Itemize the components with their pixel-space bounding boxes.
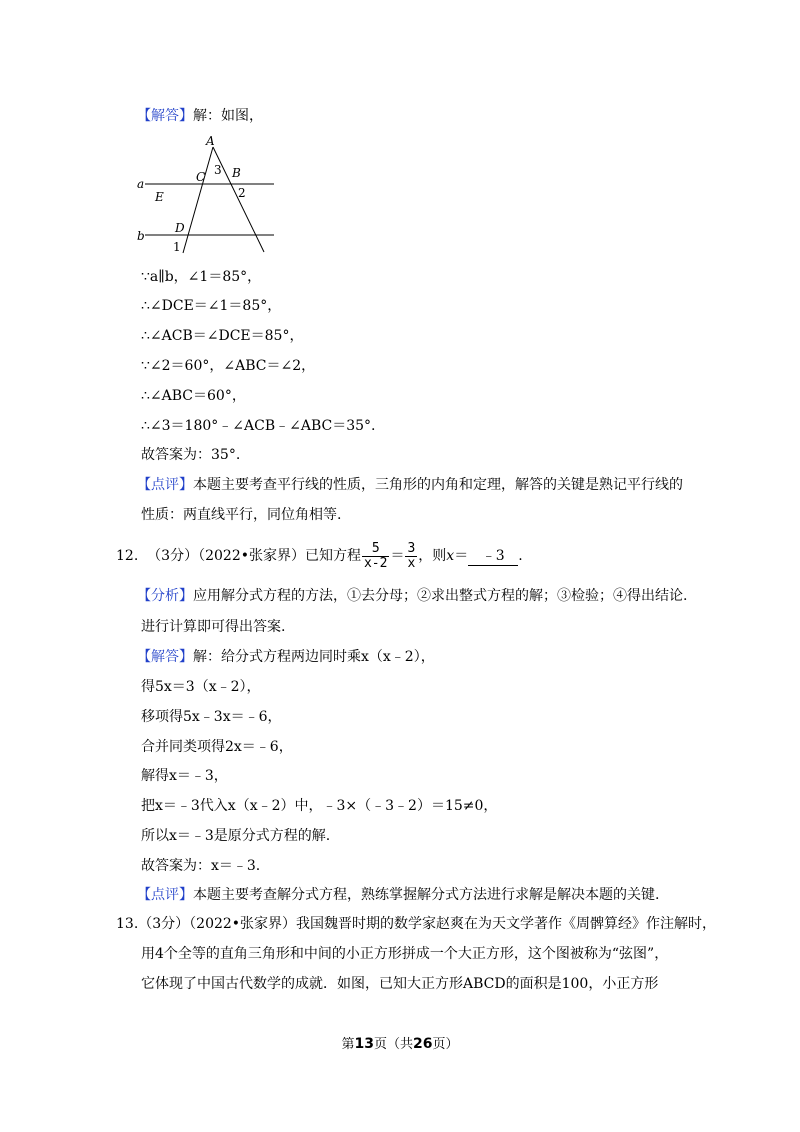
q12-score: （3分）	[147, 548, 199, 564]
label-E: E	[155, 190, 164, 204]
label-b: b	[137, 229, 145, 243]
q12-number: 12.	[116, 548, 139, 564]
analysis-tag: 【分析】	[137, 588, 193, 604]
label-3: 3	[214, 163, 222, 177]
q11-comment	[137, 475, 683, 495]
q11-line-6: ∴∠3＝180°﹣∠ACB﹣∠ABC＝35°.	[141, 418, 376, 434]
q13-line-2: 用4个全等的直角三角形和中间的小正方形拼成一个大正方形，这个图被称为“弦图”，	[141, 946, 669, 962]
q11-answer-heading	[137, 106, 263, 126]
q12-stem-pre: 已知方程	[304, 548, 361, 564]
q12-stem: 12. （3分）（2022•张家界）已知方程 $\frac{5}{x-2}$ ＝ $\frac{3}{x}$ ，则x＝ ﹣3 .	[116, 540, 523, 571]
q12-analysis-cont: 进行计算即可得出答案.	[141, 619, 286, 635]
q13-line-3: 它体现了中国古代数学的成就．如图，已知大正方形ABCD的面积是100，小正方形	[141, 976, 659, 992]
fraction-5-over-x-minus-2: $\frac{5}{x-2}$	[363, 540, 388, 571]
q11-line-1: ∵a∥b，∠1＝85°，	[141, 269, 262, 285]
label-2: 2	[238, 186, 246, 200]
page-total: 26	[413, 1036, 433, 1052]
label-B: B	[232, 166, 241, 180]
q12-solution-line-4: 合并同类项得2x＝﹣6，	[141, 739, 293, 755]
fraction-3-over-x: $\frac{3}{x}$	[407, 540, 416, 571]
q11-line-7: 故答案为：35°.	[141, 447, 241, 463]
q11-line-3: ∴∠ACB＝∠DCE＝85°，	[141, 328, 304, 344]
q12-comment: 【点评】本题主要考查解分式方程，熟练掌握解分式方法进行求解是解决本题的关键.	[137, 887, 660, 903]
q12-solution-line-5: 解得x＝﹣3，	[141, 768, 228, 784]
label-C: C	[196, 170, 206, 184]
comment-tag: 【点评】	[137, 887, 193, 903]
page-number: 13	[354, 1036, 374, 1052]
answer-tag: 【解答】	[137, 108, 193, 124]
q11-comment-cont: 性质：两直线平行，同位角相等.	[141, 507, 342, 523]
q11-line-5: ∴∠ABC＝60°，	[141, 388, 246, 404]
q12-source: （2022•张家界）	[198, 548, 305, 564]
answer-blank: ﹣3	[468, 547, 518, 566]
q12-analysis: 【分析】应用解分式方程的方法，①去分母；②求出整式方程的解；③检验；④得出结论.	[137, 588, 688, 604]
label-D: D	[175, 221, 185, 235]
comment-tag: 【点评】	[137, 477, 193, 493]
q11-line-4: ∵∠2＝60°，∠ABC＝∠2，	[141, 358, 316, 374]
label-1: 1	[173, 240, 181, 254]
q11-line-2: ∴∠DCE＝∠1＝85°，	[141, 298, 282, 314]
q12-solution-heading: 【解答】解：给分式方程两边同时乘x（x﹣2），	[137, 649, 435, 665]
solution-tag: 【解答】	[137, 649, 193, 665]
q12-solution-line-7: 所以x＝﹣3是原分式方程的解.	[141, 828, 331, 844]
page-footer: 第13页（共26页）	[341, 1036, 459, 1052]
line-ac	[183, 147, 213, 253]
q12-solution-line-8: 故答案为：x＝﹣3.	[141, 858, 261, 874]
comment-text: 本题主要考查平行线的性质，三角形的内角和定理，解答的关键是熟记平行线的	[193, 477, 683, 493]
parallel-lines-figure	[137, 131, 287, 256]
answer-intro: 解：如图，	[193, 108, 263, 124]
label-A: A	[206, 134, 215, 148]
label-a: a	[137, 177, 145, 191]
q13-line-1: 13.（3分）（2022•张家界）我国魏晋时期的数学家赵爽在为天文学著作《周髀算经》作注解时，	[116, 916, 717, 932]
q12-solution-line-3: 移项得5x﹣3x＝﹣6，	[141, 709, 282, 725]
q12-solution-line-6: 把x＝﹣3代入x（x﹣2）中，﹣3×（﹣3﹣2）＝15≠0，	[141, 798, 498, 814]
q12-solution-line-2: 得5x＝3（x﹣2），	[141, 679, 261, 695]
